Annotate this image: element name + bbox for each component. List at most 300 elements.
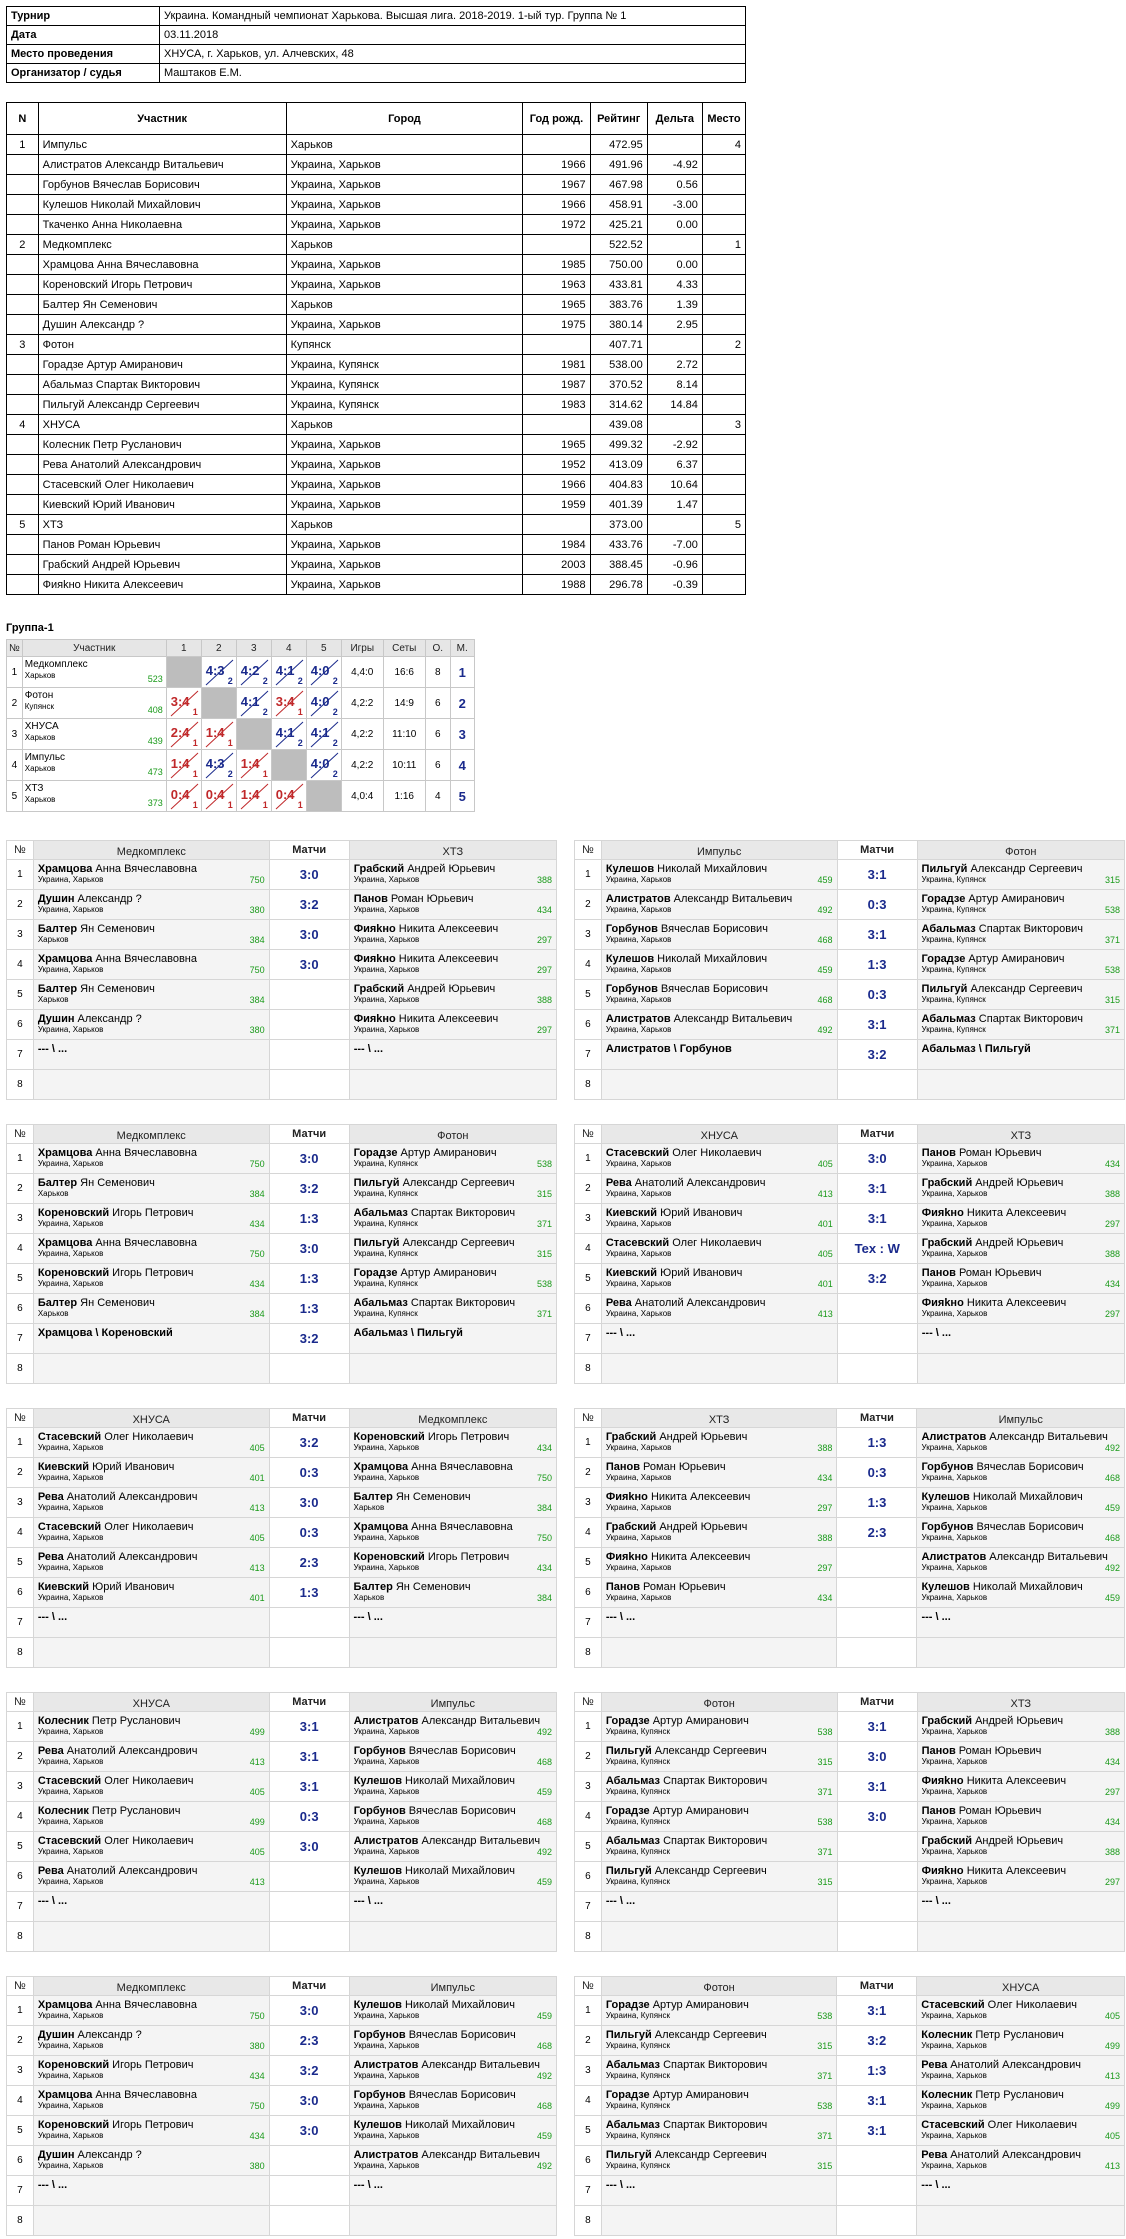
player-a [601,1742,837,1772]
player-surname: --- \ ... [921,1895,951,1907]
player-name [38,1431,265,1443]
player-city [354,1757,552,1767]
cell: 413.09 [590,455,647,475]
match-header [7,841,557,860]
player-rating: 401 [817,1279,833,1289]
player-row [7,395,746,415]
player-firstname: Николай Михайлович [654,953,768,965]
player-name [354,1551,552,1563]
player-city-text: Украина, Харьков [37,1503,104,1512]
cell: 1981 [523,355,590,375]
player-a [33,1922,269,1952]
player-surname: Кореновский [353,1431,425,1443]
cell: Украина, Харьков [286,315,523,335]
match-row [575,980,1125,1010]
cell: 499.32 [590,435,647,455]
player-rating: 388 [1104,1727,1120,1737]
player-city [606,1473,833,1483]
score-points: 1 [297,707,303,717]
player-city [606,995,833,1005]
game-result: 0:3 [837,890,917,920]
diagonal-cell [166,657,201,688]
player-a [33,1264,269,1294]
cell: 433.76 [590,535,647,555]
player-firstname: Андрей Юрьевич [404,983,496,995]
game-result [837,1892,917,1922]
cell: Рева Анатолий Александрович [38,455,286,475]
cell: 10.64 [647,475,702,495]
player-city-text: Украина, Купянск [353,1279,418,1288]
game-result: 3:0 [269,920,349,950]
player-firstname: Александр Витальевич [986,1551,1108,1563]
player-rating: 459 [1104,1593,1120,1603]
player-firstname: Олег Николаевич [984,1999,1077,2011]
player-rating: 413 [817,1309,833,1319]
player-city [38,1279,265,1289]
cell: 1966 [523,195,590,215]
match-table [6,1408,557,1668]
player-surname: Грабский [921,1237,973,1249]
column-header: 4 [271,640,306,657]
player-firstname: Анатолий Александрович [63,1745,198,1757]
player-surname: Балтер [353,1491,393,1503]
cell: 2003 [523,555,590,575]
player-b [917,2146,1125,2176]
player-city-text: Украина, Харьков [921,1473,988,1482]
player-surname: Фияkно [353,923,396,935]
row-number: 2 [7,688,23,719]
player-city-text: Украина, Харьков [921,1787,988,1796]
cell: Харьков [286,295,523,315]
match-row [7,1892,557,1922]
player-name [354,1237,552,1249]
player-rating: 380 [249,1025,265,1035]
cell [702,315,745,335]
player-surname: Колесник [921,2089,973,2101]
player-name [606,1043,833,1055]
player-name [38,1461,265,1473]
player-a [33,1144,269,1174]
player-city [38,2131,265,2141]
player-a [601,1862,837,1892]
match-row [575,1234,1125,1264]
player-surname: Душин [37,893,75,905]
cell: -0.39 [647,575,702,595]
cell [702,175,745,195]
game-result: 3:1 [837,2116,917,2146]
cell: 1975 [523,315,590,335]
player-surname: Горбунов [605,983,658,995]
match-row [7,1518,557,1548]
player-city-text: Украина, Харьков [353,2011,420,2020]
player-firstname: Игорь Петрович [424,1551,510,1563]
cell [7,175,39,195]
cell: Киевский Юрий Иванович [38,495,286,515]
game-number: 1 [7,860,34,890]
player-rating: 468 [817,935,833,945]
cell: Украина, Купянск [286,355,523,375]
game-number: 8 [575,1638,602,1668]
player-city [354,875,552,885]
match-row [575,1264,1125,1294]
player-row [7,555,746,575]
cell [7,215,39,235]
player-a [33,1996,269,2026]
cell: 1966 [523,475,590,495]
player-a [601,1608,837,1638]
match-row [575,860,1125,890]
player-b [349,1010,556,1040]
player-name [606,1431,833,1443]
player-city [606,2131,832,2141]
player-row [7,195,746,215]
player-rating: 315 [1104,995,1120,1005]
cell: 491.96 [590,155,647,175]
match-header [7,1693,557,1712]
game-result: 1:3 [837,1488,917,1518]
player-a [601,1996,836,2026]
game-number: 1 [575,860,602,890]
player-firstname: Олег Николаевич [984,2119,1077,2131]
cell [7,435,39,455]
score-points: 2 [297,738,303,748]
player-city [606,1309,833,1319]
player-surname: Фияkно [605,1491,648,1503]
game-result [269,1862,349,1892]
player-rating: 468 [536,2041,552,2051]
player-b [349,860,556,890]
player-a [33,2146,269,2176]
cell [702,375,745,395]
player-city-text: Украина, Харьков [353,1563,420,1572]
game-number: 2 [7,1458,34,1488]
team-b-name: ХТЗ [917,1693,1124,1712]
player-city [354,1159,552,1169]
player-city-text: Украина, Харьков [37,2131,104,2140]
player-city [354,1219,552,1229]
row-number: 4 [7,750,23,781]
team-b-name: Импульс [349,1977,556,1996]
player-firstname: Александр Витальевич [670,1013,793,1025]
player-a [601,920,837,950]
player-surname: Горбунов [921,1521,974,1533]
player-a [33,860,269,890]
score-points: 1 [192,769,198,779]
player-rating: 750 [249,1159,265,1169]
cell [7,275,39,295]
participants-table [6,102,746,595]
player-name [606,2089,832,2101]
score-points: 2 [332,769,338,779]
cell: Медкомплекс [38,235,286,255]
player-a [33,1608,269,1638]
score-cell [236,688,271,719]
player-b [917,920,1124,950]
cell: 439.08 [590,415,647,435]
player-city-text: Украина, Купянск [353,1219,418,1228]
player-rating: 459 [1104,1503,1120,1513]
player-name [606,1013,833,1025]
player-surname: Колесник [37,1805,89,1817]
score-value: 0:4 [170,787,190,802]
player-city [922,1189,1120,1199]
player-firstname: Спартак Викторович [660,2059,768,2071]
games: 4,0:4 [341,781,383,812]
player-city-text: Украина, Харьков [921,1443,988,1452]
player-rating: 750 [249,2101,265,2111]
player-a [33,1010,269,1040]
column-header: Матчи [269,1125,349,1144]
game-number: 7 [7,1892,34,1922]
player-name [921,1491,1120,1503]
match-row [575,2206,1125,2236]
cell [702,215,745,235]
cell: Харьков [286,415,523,435]
player-b [917,1802,1124,1832]
player-surname: Стасевский [921,2119,985,2131]
player-name [38,923,265,935]
player-a [601,1458,837,1488]
score-value: 4:2 [240,663,260,678]
score-points: 1 [297,800,303,810]
team-a-name: Медкомплекс [33,841,269,860]
player-surname: Пильгуй [605,1745,652,1757]
player-firstname: Анна Вячеславовна [92,2089,198,2101]
player-name [606,863,833,875]
player-name [354,2149,552,2161]
player-a [33,890,269,920]
player-a [601,1234,837,1264]
player-name [921,2179,1120,2191]
player-name [38,2149,265,2161]
game-result [837,1638,917,1668]
player-name [38,1551,265,1563]
cell: 5 [7,515,39,535]
player-b [349,2056,556,2086]
game-result [269,1354,349,1384]
player-name [38,1043,265,1055]
cell: Украина, Харьков [286,495,523,515]
game-number: 1 [575,1428,602,1458]
column-header: Матчи [269,1409,349,1428]
game-number: 4 [7,950,34,980]
cell: 2 [7,235,39,255]
player-surname: Стасевский [37,1835,102,1847]
player-firstname: Спартак Викторович [407,1297,516,1309]
match-row [575,1772,1125,1802]
player-surname: Кореновский [37,1207,110,1219]
player-b [349,2146,556,2176]
player-rating: 468 [817,995,833,1005]
game-number: 4 [575,950,602,980]
player-surname: Пильгуй [605,1865,652,1877]
player-firstname: Александр Сергеевич [651,2149,767,2161]
match-row [575,1458,1125,1488]
games: 4,2:2 [341,688,383,719]
player-a [601,2026,836,2056]
game-number: 3 [575,1204,602,1234]
match-row [575,1294,1125,1324]
player-rating: 434 [536,1443,552,1453]
match-row [575,1144,1125,1174]
score-value: 1:4 [240,787,260,802]
team-city: Харьков [24,733,56,742]
player-firstname: Андрей Юрьевич [972,1835,1064,1847]
player-row [7,295,746,315]
cell: Харьков [286,135,523,155]
cell: 1965 [523,295,590,315]
player-name [606,1999,832,2011]
game-number: 2 [575,2026,602,2056]
player-city [606,1279,833,1289]
player-rating: 371 [817,2071,833,2081]
player-surname: Грабский [921,1715,973,1727]
player-name [38,2089,265,2101]
player-b [349,1742,556,1772]
player-surname: Храмцова [37,2089,93,2101]
player-rating: 384 [536,1593,552,1603]
player-city [606,875,833,885]
player-surname: Балтер [37,983,78,995]
team-city: Харьков [24,764,56,773]
player-city [38,1757,265,1767]
player-firstname: Александр ? [74,2149,142,2161]
match-row [7,890,557,920]
player-city [354,1563,552,1573]
player-name [354,2089,552,2101]
score-cell [166,688,201,719]
player-rating: 380 [249,2041,265,2051]
player-city [921,2011,1120,2021]
column-header: Участник [22,640,166,657]
player-city [354,1025,552,1035]
game-number: 4 [7,2086,34,2116]
player-surname: Кулешов [605,863,655,875]
player-firstname: Никита Алексеевич [647,1491,751,1503]
game-result [837,1832,917,1862]
player-city-text: Украина, Купянск [605,2041,670,2050]
player-surname: Кулешов [605,953,655,965]
player-surname: Фияkно [353,1013,396,1025]
game-result: 2:3 [269,2026,349,2056]
match-header [7,1977,557,1996]
match-row [575,1892,1125,1922]
cell: Украина, Харьков [286,255,523,275]
player-city-text: Украина, Харьков [921,1877,988,1886]
player-a [601,1428,837,1458]
player-city [606,1727,833,1737]
player-city-text: Украина, Харьков [605,1593,672,1602]
cell: 14.84 [647,395,702,415]
player-a [33,1638,269,1668]
cell [7,295,39,315]
cell: 370.52 [590,375,647,395]
match-row [575,1802,1125,1832]
player-city-text: Украина, Харьков [37,905,104,914]
player-city [38,1249,265,1259]
match-header [575,1693,1125,1712]
player-surname: Горадзе [605,2089,650,2101]
column-header: № [7,1693,34,1712]
player-name [38,1999,265,2011]
player-row [7,155,746,175]
player-city-text: Украина, Харьков [921,1279,988,1288]
player-firstname: Александр ? [74,893,142,905]
player-b [917,1772,1124,1802]
player-surname: Алистратов [353,1715,419,1727]
player-city [38,875,265,885]
player-rating: 538 [536,1279,552,1289]
player-firstname: Ян Семенович [77,983,155,995]
player-name [38,1835,265,1847]
player-city [38,2041,265,2051]
match-row [575,890,1125,920]
player-a [33,1174,269,1204]
match-row [7,2086,557,2116]
player-name [38,863,265,875]
player-firstname: Артур Амиранович [397,1267,497,1279]
player-name [922,1207,1120,1219]
player-row [7,435,746,455]
match-row [7,1354,557,1384]
player-rating: 315 [536,1189,552,1199]
player-surname: --- \ ... [921,1611,951,1623]
crosstable [6,639,475,812]
game-number: 4 [575,1802,602,1832]
player-rating: 459 [536,2131,552,2141]
player-name [354,893,552,905]
game-number: 3 [575,920,602,950]
player-rating: 434 [249,2131,265,2141]
game-result: 2:3 [269,1548,349,1578]
cell [523,235,590,255]
player-rating: 297 [1104,1787,1120,1797]
cell: 458.91 [590,195,647,215]
player-city [354,2041,552,2051]
cell: 373.00 [590,515,647,535]
player-name [606,1805,833,1817]
game-number: 8 [575,1070,602,1100]
player-row [7,535,746,555]
player-surname: Стасевский [37,1775,102,1787]
player-a [33,1518,269,1548]
player-surname: Кореновский [37,1267,110,1279]
player-surname: Колесник [37,1715,89,1727]
player-b [349,2086,556,2116]
match-row [7,2176,557,2206]
game-number: 5 [7,2116,34,2146]
player-city-text: Украина, Харьков [353,2041,420,2050]
column-header: Рейтинг [590,103,647,135]
cell: 1983 [523,395,590,415]
player-city [354,1443,552,1453]
player-rating: 468 [536,2101,552,2111]
player-b [917,1458,1125,1488]
player-surname: Горадзе [605,1805,650,1817]
team-a-name: ХНУСА [601,1125,837,1144]
player-b [349,1040,556,1070]
match-row [7,1742,557,1772]
game-result: 1:3 [837,950,917,980]
player-city-text: Украина, Харьков [37,1533,104,1542]
player-a [601,1518,837,1548]
cell [7,375,39,395]
team-rating: 439 [147,736,163,746]
column-header: Место [702,103,745,135]
cell: 6.37 [647,455,702,475]
player-firstname: Анатолий Александрович [63,1865,198,1877]
player-city [38,1533,265,1543]
